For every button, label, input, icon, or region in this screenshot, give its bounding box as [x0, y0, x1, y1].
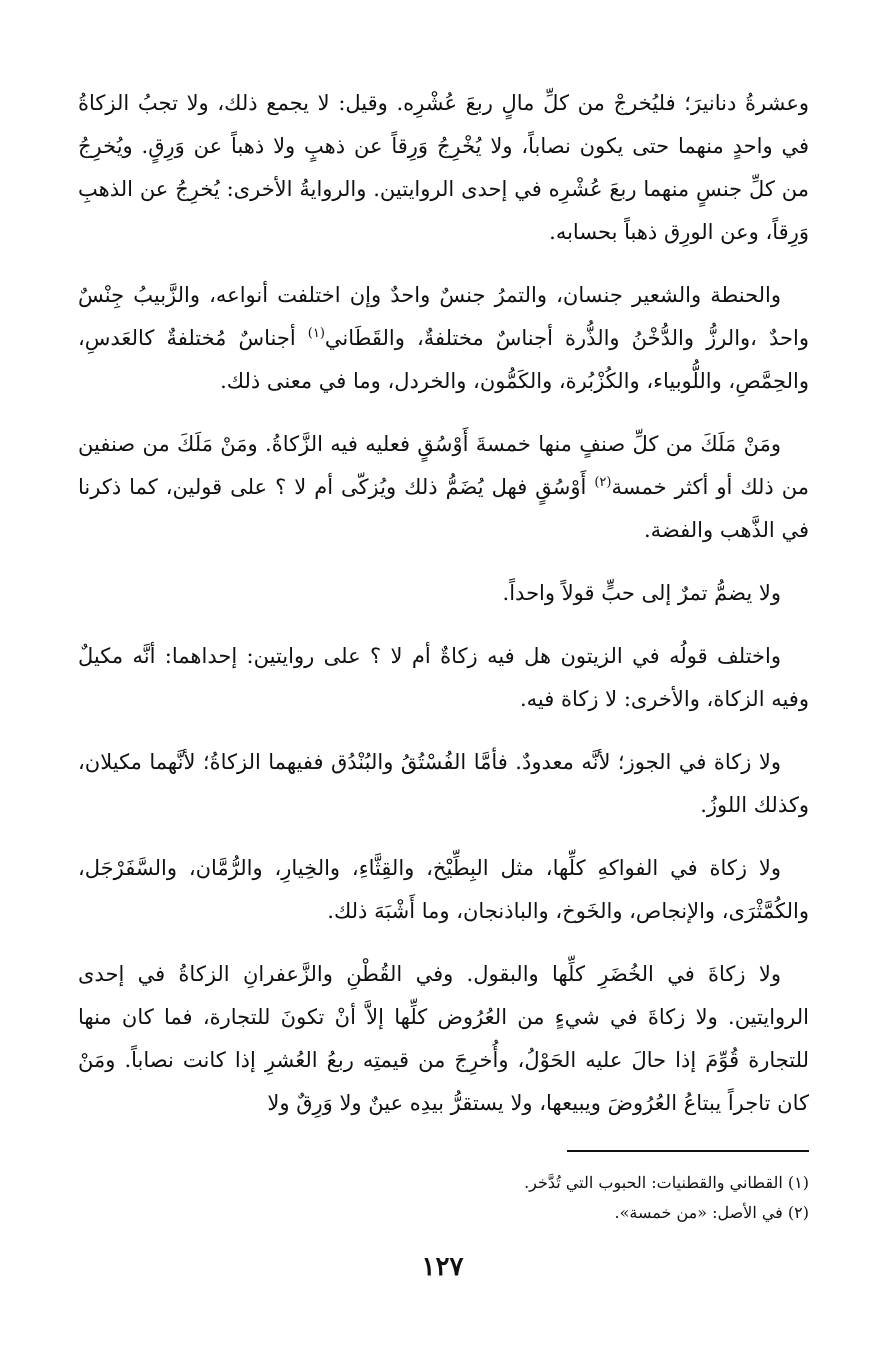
paragraph-4-text: ولا يضمُّ تمرٌ إلى حبٍّ قولاً واحداً. [502, 581, 781, 605]
paragraph-2-continuation: كالعَدسِ، والحِمَّصِ، واللُّوبياء، والكُزْبُرة، والكَمُّون، والخردل، وما في معنى ذلك. [78, 326, 809, 393]
footnotes [78, 1168, 809, 1228]
paragraph-7 [78, 847, 809, 933]
paragraph-2-text: والحنطة والشعير جنسان، والتمرُ جنسٌ واحدٌ وإن اختلفت أنواعه، والزَّبيبُ جِنْسٌ واحدٌ ،والرزُّ والدُّخْنُ والذُّرة أجناسٌ مختلفةٌ، والقَطَاني [78, 283, 809, 350]
paragraph-1-text: وعشرةُ دنانيرَ؛ فليُخرجْ من كلِّ مالٍ ربعَ عُشْرِه. وقيل: لا يجمع ذلك، ولا تجبُ الزكاةُ في واحدٍ منهما حتى يكون نصاباً، ولا يُخْرِجُ وَرِقاً عن ذهبٍ ولا ذهباً عن وَرِقٍ. ويُخرِجُ من كلِّ جنسٍ منهما ربعَ عُشْرِه في إحدى الروايتين. والروايةُ الأخرى: يُخرِجُ عن الذهبِ وَرِقاً، وعن الورِق ذهباً بحسابه. [78, 91, 809, 244]
footnote-2: (٢) في الأصل: «من خمسة». [614, 1203, 809, 1222]
paragraph-7-text: ولا زكاة في الفواكهِ كلِّها، مثل البِطِّيْخ، والقِثَّاءِ، والخِيارِ، والرُّمَّان، والسَّفَرْجَل، والكُمَّثْرَى، والإنجاص، والخَوخ، والباذنجان، وما أَشْبَهَ ذلك. [78, 856, 809, 923]
paragraph-5-text: واختلف قولُه في الزيتون هل فيه زكاةٌ أم لا ؟ على روايتين: إحداهما: أنَّه مكيلٌ وفيه الزكاة، والأخرى: لا زكاة فيه. [78, 644, 809, 711]
paragraph-3 [78, 423, 809, 552]
footnote-divider [567, 1150, 809, 1152]
paragraph-4 [78, 572, 809, 615]
footnote-1: (١) القطاني والقطنيات: الحبوب التي تُدَّخر. [524, 1173, 809, 1192]
paragraph-8 [78, 953, 809, 1125]
paragraph-1 [78, 82, 809, 254]
main-text [78, 82, 809, 1125]
paragraph-3-tail: أَوْسُقٍ فهل يُضَمُّ ذلك ويُزكّى أم لا ؟ على قولين، كما ذكرنا في الذَّهب والفضة. [78, 475, 809, 542]
paragraph-6-text: ولا زكاة في الجوز؛ لأنَّه معدودٌ. فأمَّا الفُسْتُقُ والبُنْدُق ففيهما الزكاةُ؛ لأنَّهما مكيلان، وكذلك اللوزُ. [78, 750, 809, 817]
paragraph-6 [78, 741, 809, 827]
paragraph-8-text: ولا زكاةَ في الخُضَرِ كلِّها والبقول. وفي القُطْنِ والزَّعفرانِ الزكاةُ في إحدى الروايتين. ولا زكاةَ في شيءٍ من العُرُوض كلِّها إلاَّ أنْ تكونَ للتجارة، فما كان منها للتجارة قُوِّمَ إذا حالَ عليه الحَوْلُ، وأُخرِجَ من قيمتِه ربعُ العُشرِ إذا كانت نصاباً. ومَنْ كان تاجراً يبتاعُ العُرُوضَ ويبيعها، ولا يستقرُّ بيدِه عينٌ ولا وَرِقٌ ولا [78, 962, 809, 1115]
paragraph-3-text: ومَنْ مَلَكَ من كلِّ صنفٍ منها خمسةَ أَوْسُقٍ فعليه فيه الزَّكاةُ. ومَنْ مَلَكَ من صنفين من ذلك أو أكثر خمسة [78, 432, 809, 499]
footnote-ref-1[interactable]: (١) [307, 326, 325, 341]
paragraph-2 [78, 274, 809, 403]
footnote-ref-2[interactable]: (٢) [594, 475, 612, 490]
paragraph-5 [78, 635, 809, 721]
page-number: ١٢٧ [421, 1252, 464, 1282]
paragraph-2-tail: أجناسٌ مُختلفةٌ [166, 326, 308, 350]
